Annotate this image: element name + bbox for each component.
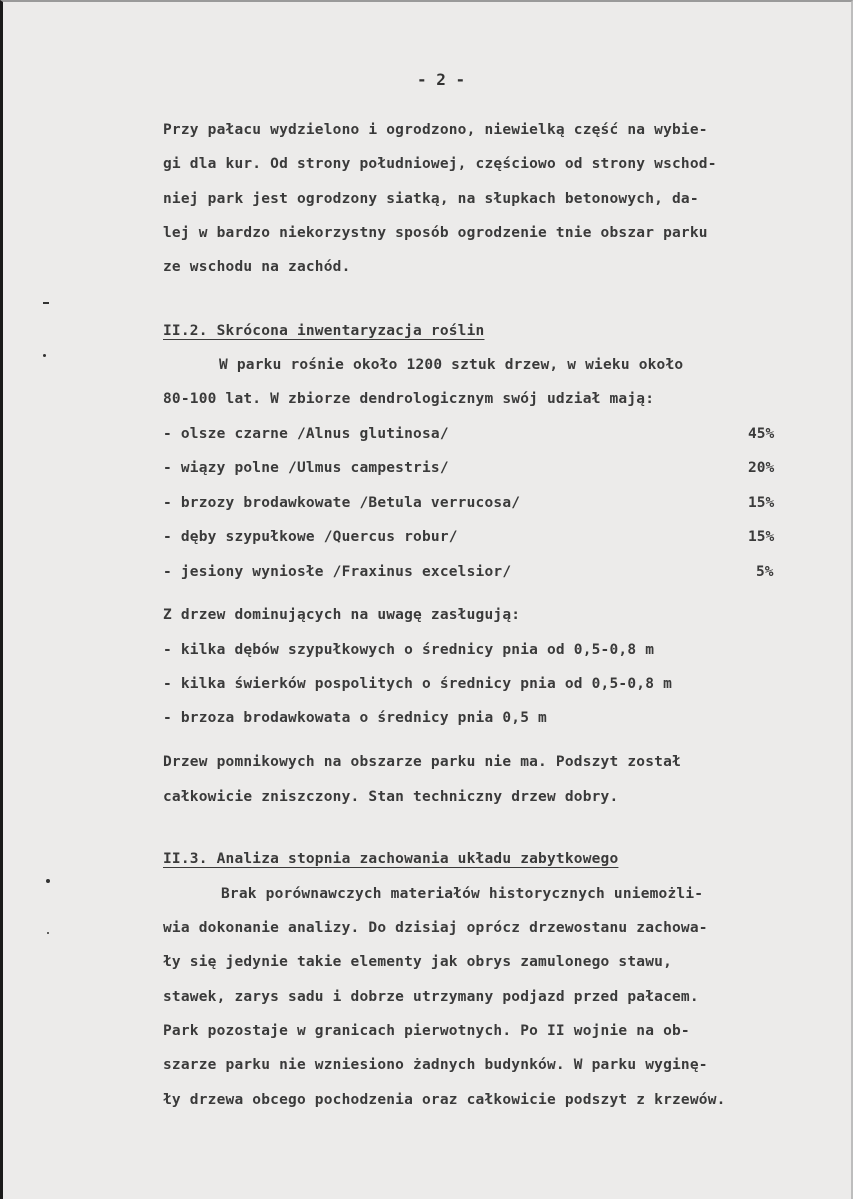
species-item: - brzozy brodawkowate /Betula verrucosa/ — [163, 495, 521, 511]
paragraph-line: gi dla kur. Od strony południowej, częściowo od strony wschod- — [163, 156, 717, 172]
paragraph-line: szarze parku nie wzniesiono żadnych budynków. W parku wyginę- — [163, 1057, 708, 1073]
species-item: - wiązy polne /Ulmus campestris/ — [163, 460, 449, 476]
dominant-item: - brzoza brodawkowata o średnicy pnia 0,5 m — [163, 710, 547, 726]
species-item: - olsze czarne /Alnus glutinosa/ — [163, 426, 449, 442]
margin-dot-mark — [47, 932, 49, 934]
paragraph-line: wia dokonanie analizy. Do dzisiaj oprócz drzewostanu zachowa- — [163, 920, 708, 936]
paragraph-line: niej park jest ogrodzony siatką, na słupkach betonowych, da- — [163, 191, 699, 207]
species-item: - dęby szypułkowe /Quercus robur/ — [163, 529, 458, 545]
paragraph-line: stawek, zarys sadu i dobrze utrzymany podjazd przed pałacem. — [163, 989, 699, 1005]
species-percent: 45% — [748, 426, 775, 442]
species-percent: 15% — [748, 495, 775, 511]
paragraph-line: Z drzew dominujących na uwagę zasługują: — [163, 607, 521, 623]
paragraph-line: Brak porównawczych materiałów historycznych uniemożli- — [221, 886, 704, 902]
paragraph-line: 80-100 lat. W zbiorze dendrologicznym swój udział mają: — [163, 391, 655, 407]
margin-dot-mark — [43, 354, 46, 357]
section-heading-inventory: II.2. Skrócona inwentaryzacja roślin — [163, 323, 485, 339]
species-percent: 15% — [748, 529, 775, 545]
paragraph-line: ły się jedynie takie elementy jak obrys zamulonego stawu, — [163, 954, 672, 970]
dominant-item: - kilka dębów szypułkowych o średnicy pnia od 0,5-0,8 m — [163, 642, 655, 658]
paragraph-line: Drzew pomnikowych na obszarze parku nie ma. Podszyt został — [163, 754, 681, 770]
species-percent: 20% — [748, 460, 775, 476]
paragraph-line: ły drzewa obcego pochodzenia oraz całkowicie podszyt z krzewów. — [163, 1092, 726, 1108]
page-number: - 2 - — [417, 70, 466, 89]
margin-dot-mark — [46, 879, 50, 883]
dominant-item: - kilka świerków pospolitych o średnicy pnia od 0,5-0,8 m — [163, 676, 672, 692]
paragraph-line: W parku rośnie około 1200 sztuk drzew, w wieku około — [219, 357, 684, 373]
margin-dash-mark — [43, 302, 49, 304]
species-item: - jesiony wyniosłe /Fraxinus excelsior/ — [163, 564, 512, 580]
species-percent: 5% — [756, 564, 774, 580]
paragraph-line: ze wschodu na zachód. — [163, 259, 351, 275]
paragraph-line: całkowicie zniszczony. Stan techniczny drzew dobry. — [163, 789, 619, 805]
paragraph-line: Park pozostaje w granicach pierwotnych. Po II wojnie na ob- — [163, 1023, 690, 1039]
section-heading-analysis: II.3. Analiza stopnia zachowania układu zabytkowego — [163, 851, 619, 867]
paragraph-line: Przy pałacu wydzielono i ogrodzono, niewielką część na wybie- — [163, 122, 708, 138]
paragraph-line: lej w bardzo niekorzystny sposób ogrodzenie tnie obszar parku — [163, 225, 708, 241]
